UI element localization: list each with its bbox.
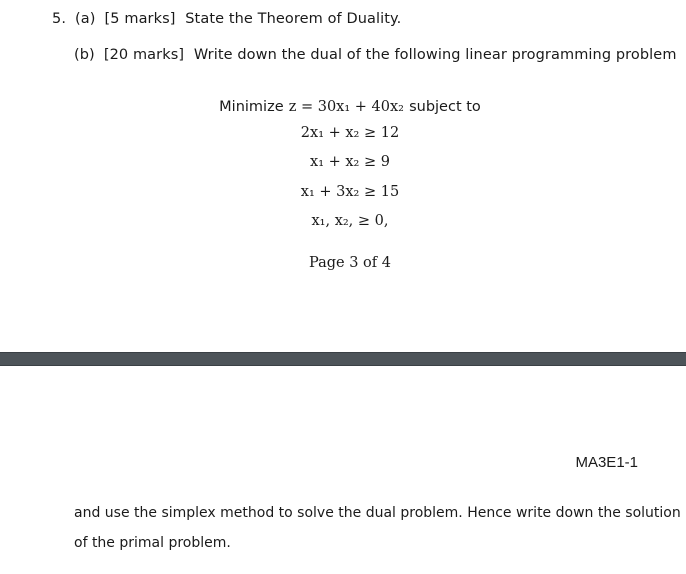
continuation-line-2: of the primal problem. (74, 535, 231, 551)
part-b-label: (b) (74, 47, 95, 63)
lp-objective (200, 96, 500, 115)
part-b-text: Write down the dual of the following linear programming problem (193, 47, 677, 63)
question-part-b (74, 47, 677, 63)
page-number: Page 3 of 4 (309, 255, 391, 271)
continuation-line-1: and use the simplex method to solve the dual problem. Hence write down the solution (74, 505, 681, 521)
part-b-marks: [20 marks] (103, 47, 185, 63)
part-a-text: State the Theorem of Duality. (185, 11, 402, 27)
question-part-a (52, 11, 401, 27)
objective-prefix: Minimize (219, 99, 284, 115)
constraint-3: x₁ + 3x₂ ≥ 15 (300, 184, 400, 200)
part-a-label: (a) (75, 11, 96, 27)
exam-page-4 (0, 366, 686, 574)
constraint-1: 2x₁ + x₂ ≥ 12 (300, 125, 400, 141)
constraint-2: x₁ + x₂ ≥ 9 (310, 154, 390, 170)
non-negativity-constraint: x₁, x₂, ≥ 0, (311, 213, 389, 229)
objective-suffix: subject to (409, 99, 481, 115)
question-number: 5. (52, 11, 67, 27)
course-code: MA3E1-1 (575, 454, 638, 471)
objective-function: z = 30x₁ + 40x₂ (288, 99, 404, 115)
page-break-divider (0, 352, 686, 366)
part-a-marks: [5 marks] (104, 11, 176, 27)
